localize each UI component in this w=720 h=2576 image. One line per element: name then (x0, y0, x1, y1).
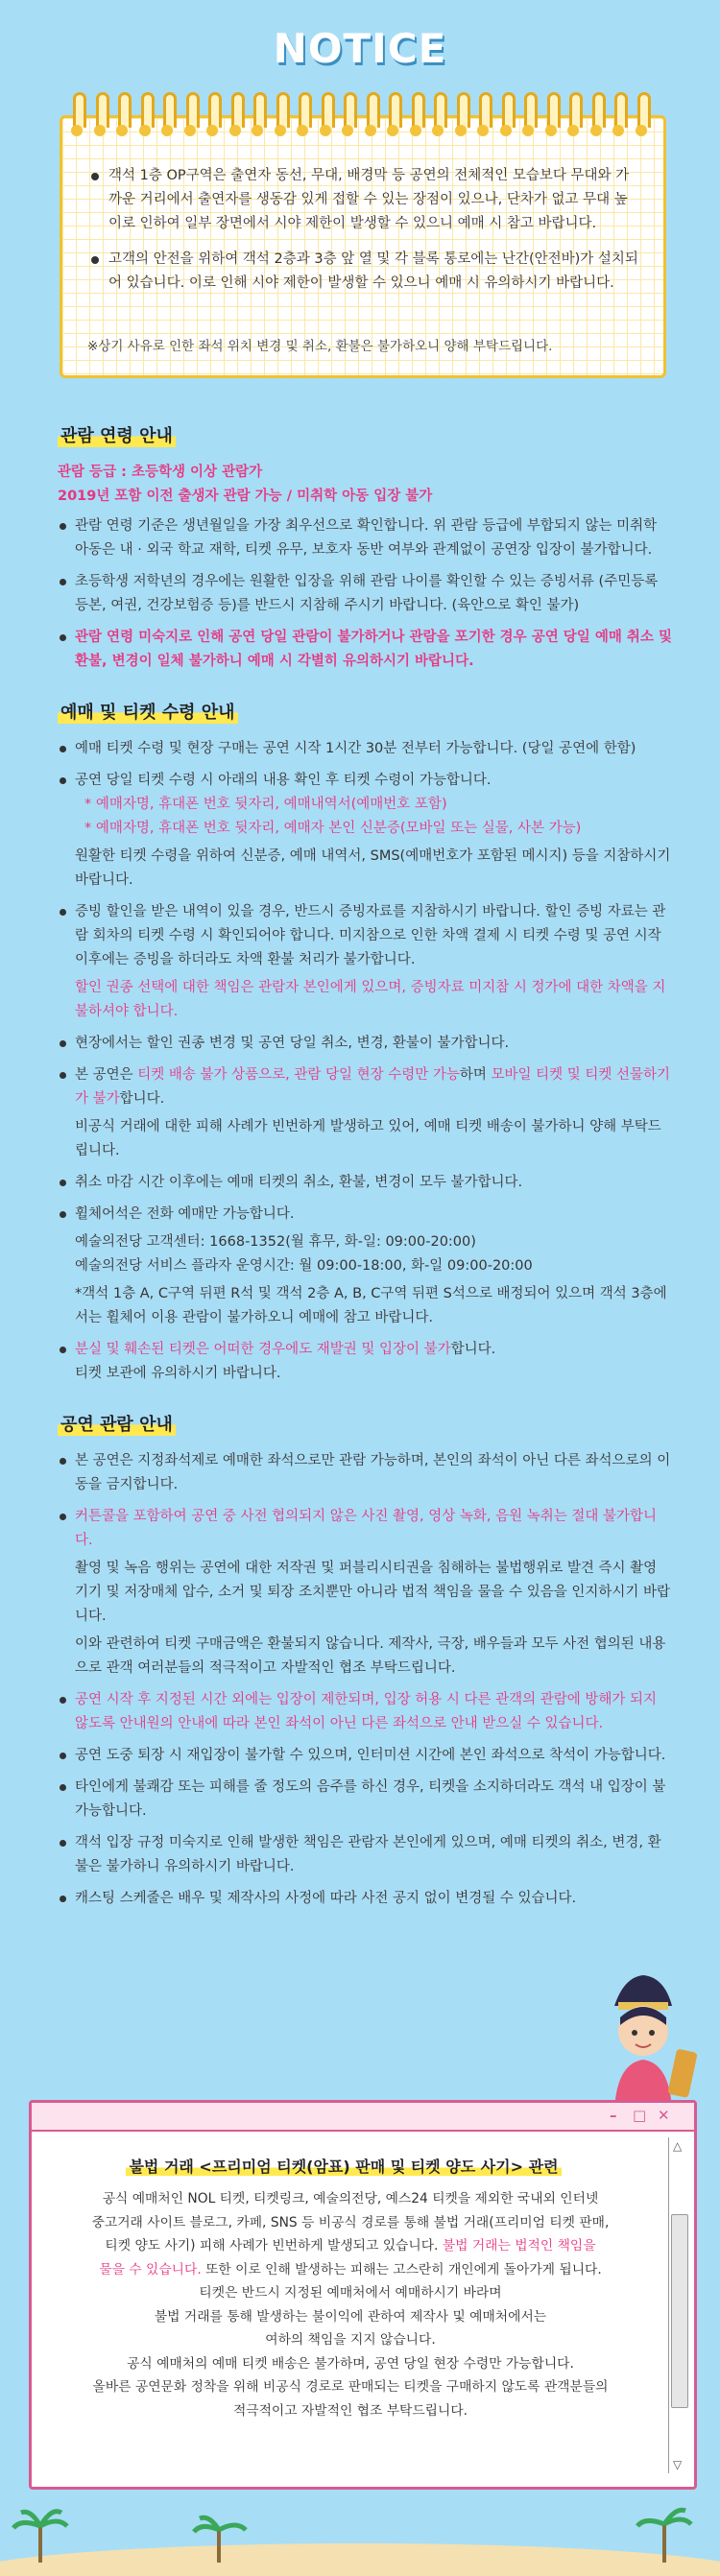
list-item-text: *객석 1층 A, C구역 뒤편 R석 및 객석 2층 A, B, C구역 뒤편 S석으로 배정되어 있으며 객석 3층에서는 휠체어 이용 관람이 불가하오니 예매에 참고 바랍니다. (75, 1286, 667, 1325)
palm-island-decoration (0, 2495, 720, 2576)
spiral-hole (477, 125, 489, 136)
popup-line: 불법 거래를 통해 발생하는 불이익에 관하여 제작사 및 예매처에서는 (154, 2308, 547, 2325)
list-item: 공연 시작 후 지정된 시간 외에는 입장이 제한되며, 입장 허용 시 다른 관객의 관람에 방해가 되지 않도록 안내원의 안내에 따라 본인 좌석이 아닌 다른 좌석으로 안내 받으실 수 있습니다. (58, 1688, 672, 1736)
popup-title-text: 불법 거래 <프리미엄 티켓(암표) 판매 및 티켓 양도 사기> 관련 (126, 2158, 561, 2176)
spiral-hole (432, 125, 444, 136)
popup-line: 티켓은 반드시 지정된 예매처에서 예매하시기 바라며 (199, 2285, 502, 2301)
spiral-ring (412, 92, 425, 128)
popup-scrollbar[interactable] (668, 2137, 688, 2473)
list-item-text: 예술의전당 고객센터: 1668-1352(월 휴무, 화-일: 09:00-20:00) (75, 1234, 476, 1250)
spiral-ring (434, 92, 447, 128)
list-item-text: 휠체어석은 전화 예매만 가능합니다. (75, 1206, 295, 1222)
list-item-text: 증빙 할인을 받은 내역이 있을 경우, 반드시 증빙자료를 지참하시기 바랍니다. 할인 증빙 자료는 관람 회차의 티켓 수령 시 확인되어야 합니다. 미지참으로 인한 차액 결제 시 티켓 수령 및 공연 시작 이후에는 증빙을 하더라도 차액 환불 처리가 불가합니다. (75, 904, 666, 967)
list-item: 공연 도중 퇴장 시 재입장이 불가할 수 있으며, 인터미션 시간에 본인 좌석으로 착석이 가능합니다. (58, 1744, 672, 1768)
spiral-ring (502, 92, 516, 128)
ticket-section-title: 예매 및 티켓 수령 안내 (58, 699, 238, 724)
list-item (58, 1505, 672, 1681)
spiral-hole (94, 125, 106, 136)
list-item-text: 합니다. (119, 1091, 165, 1107)
spiral-ring (118, 92, 132, 128)
spiral-ring (73, 92, 86, 128)
show-list (58, 1449, 672, 1911)
spiral-hole (567, 125, 579, 136)
notice-footnote: ※상기 사유로 인한 좌석 위치 변경 및 취소, 환불은 불가하오니 양해 부탁드립니다. (87, 339, 553, 354)
spiral-ring (208, 92, 222, 128)
show-section-title: 공연 관람 안내 (58, 1411, 176, 1436)
spiral-hole (206, 125, 218, 136)
spiral-ring (479, 92, 492, 128)
spiral-ring (186, 92, 200, 128)
popup-text: 티켓 양도 사기) 피해 사례가 빈번하게 발생되고 있습니다. (105, 2238, 443, 2254)
spiral-ring (569, 92, 583, 128)
age-grade-detail: 2019년 포함 이전 출생자 관람 가능 / 미취학 아동 입장 불가 (58, 489, 433, 504)
popup-line: 공식 예매처의 예매 티켓 배송은 불가하며, 공연 당일 현장 수령만 가능합니다. (127, 2355, 574, 2372)
list-item-option: * 예매자명, 휴대폰 번호 뒷자리, 예매내역서(예매번호 포함) (84, 797, 447, 812)
notice-notepad (60, 115, 666, 378)
main-content (58, 422, 672, 1936)
minimize-icon[interactable]: – (610, 2107, 617, 2124)
list-item-text: 본 공연은 (75, 1067, 138, 1083)
list-item: 관람 연령 기준은 생년월일을 가장 최우선으로 확인합니다. 위 관람 등급에 부합되지 않는 미취학 아동은 내 · 외국 학교 재학, 티켓 유무, 보호자 동반 여부와 관계없이 공연장 입장이 불가합니다. (58, 514, 672, 562)
mascot-illustration (576, 1968, 710, 2111)
popup-title (32, 2155, 656, 2177)
list-item-text: 촬영 및 녹음 행위는 공연에 대한 저작권 및 퍼블리시티권을 침해하는 불법행위로 발견 즉시 촬영 기기 및 저장매체 압수, 소거 및 퇴장 조치뿐만 아니라 법적 책임을 물을 수 있음을 인지하시기 바랍니다. (75, 1561, 671, 1624)
spiral-hole (365, 125, 376, 136)
list-item-option: * 예매자명, 휴대폰 번호 뒷자리, 예매자 본인 신분증(모바일 또는 실물, 사본 가능) (84, 821, 582, 836)
ticket-list (58, 737, 672, 1386)
close-icon[interactable]: ✕ (658, 2107, 670, 2124)
spiral-hole (275, 125, 286, 136)
notice-list (87, 164, 638, 307)
show-section (58, 1411, 672, 1911)
notice-item: 객석 1층 OP구역은 출연자 동선, 무대, 배경막 등 공연의 전체적인 모습보다 무대와 가까운 거리에서 출연자를 생동감 있게 접할 수 있는 장점이 있으나, 단차가 없고 무대 높이로 인하여 일부 장면에서 시야 제한이 발생할 수 있으니 예매 시 참고 바랍니다. (87, 164, 638, 236)
spiral-ring (614, 92, 628, 128)
spiral-ring (96, 92, 109, 128)
list-item: 객석 입장 규정 미숙지로 인해 발생한 책임은 관람자 본인에게 있으며, 예매 티켓의 취소, 변경, 환불은 불가하니 유의하시기 바랍니다. (58, 1831, 672, 1879)
spiral-hole (410, 125, 421, 136)
list-item-text: 티켓 보관에 유의하시기 바랍니다. (75, 1366, 281, 1381)
spiral-hole (342, 125, 353, 136)
list-item-highlight: 커튼콜을 포함하여 공연 중 사전 협의되지 않은 사진 촬영, 영상 녹화, 음원 녹취는 절대 불가합니다. (75, 1509, 658, 1548)
popup-line: 적극적이고 자발적인 협조 부탁드립니다. (232, 2402, 468, 2419)
popup-titlebar (32, 2103, 694, 2132)
spiral-ring (389, 92, 402, 128)
list-item-text: 이와 관련하여 티켓 구매금액은 환불되지 않습니다. 제작사, 극장, 배우들과 모두 사전 협의된 내용으로 관객 여러분들의 적극적이고 자발적인 협조 부탁드립니다. (75, 1636, 666, 1676)
spiral-hole (612, 125, 624, 136)
spiral-hole (161, 125, 173, 136)
list-item: 캐스팅 스케줄은 배우 및 제작사의 사정에 따라 사전 공지 없이 변경될 수 있습니다. (58, 1887, 672, 1911)
spiral-ring (253, 92, 267, 128)
spiral-ring (367, 92, 380, 128)
popup-highlight: 물을 수 있습니다. (99, 2261, 202, 2278)
spiral-ring (344, 92, 357, 128)
popup-highlight: 불법 거래는 법적인 책임을 (442, 2238, 596, 2254)
list-item: 초등학생 저학년의 경우에는 원활한 입장을 위해 관람 나이를 확인할 수 있는 증빙서류 (주민등록 등본, 여권, 건강보험증 등)를 반드시 지참해 주시기 바랍니다. (육안으로 확인 불가) (58, 570, 672, 618)
spiral-ring (163, 92, 177, 128)
list-item (58, 900, 672, 1024)
list-item-text: 하며 (459, 1067, 492, 1083)
spiral-hole (297, 125, 308, 136)
spiral-hole (252, 125, 263, 136)
spiral-hole (522, 125, 534, 136)
spiral-ring (141, 92, 155, 128)
scroll-up-icon[interactable]: △ (673, 2139, 683, 2153)
popup-line: 올바른 공연문화 정착을 위해 비공식 경로로 판매되는 티켓을 구매하지 않도록 관객분들의 (92, 2379, 609, 2395)
spiral-hole (229, 125, 241, 136)
spiral-ring (299, 92, 312, 128)
spiral-hole (545, 125, 557, 136)
age-list (58, 514, 672, 674)
spiral-ring (524, 92, 538, 128)
list-item: 현장에서는 할인 권종 변경 및 공연 당일 취소, 변경, 환불이 불가합니다. (58, 1032, 672, 1056)
popup-body (53, 2187, 648, 2422)
popup-line: 공식 예매처인 NOL 티켓, 티켓링크, 예술의전당, 예스24 티켓을 제외한 국내외 인터넷 (102, 2191, 599, 2206)
spiral-hole (500, 125, 512, 136)
spiral-hole (636, 125, 647, 136)
spiral-ring (457, 92, 470, 128)
spiral-ring (547, 92, 561, 128)
list-item: 예매 티켓 수령 및 현장 구매는 공연 시작 1시간 30분 전부터 가능합니다. (당일 공연에 한함) (58, 737, 672, 761)
age-section (58, 422, 672, 674)
list-item (58, 1063, 672, 1163)
spiral-ring (322, 92, 335, 128)
notice-title: NOTICE (273, 25, 447, 72)
spiral-hole (455, 125, 467, 136)
spiral-ring (592, 92, 606, 128)
popup-text: 또한 이로 인해 발생하는 피해는 고스란히 개인에게 돌아가게 됩니다. (201, 2261, 602, 2278)
list-item-text: 예술의전당 서비스 플라자 운영시간: 월 09:00-18:00, 화-일 09:00-20:00 (75, 1258, 533, 1274)
list-item (58, 1203, 672, 1330)
illegal-trade-popup (29, 2100, 697, 2490)
spiral-ring (231, 92, 245, 128)
list-item: 타인에게 불쾌감 또는 피해를 줄 정도의 음주를 하신 경우, 티켓을 소지하더라도 객석 내 입장이 불가능합니다. (58, 1776, 672, 1824)
list-item: 관람 연령 미숙지로 인해 공연 당일 관람이 불가하거나 관람을 포기한 경우 공연 당일 예매 취소 및 환불, 변경이 일체 불가하니 예매 시 각별히 유의하시기 바랍니다. (58, 626, 672, 674)
scroll-thumb[interactable] (671, 2214, 688, 2408)
spiral-hole (71, 125, 83, 136)
ticket-section (58, 699, 672, 1386)
spiral-ring (637, 92, 651, 128)
list-item-highlight: 분실 및 훼손된 티켓은 어떠한 경우에도 재발권 및 입장이 불가 (75, 1342, 451, 1357)
popup-line (53, 2234, 648, 2258)
popup-line: 중고거래 사이트 블로그, 카페, SNS 등 비공식 경로를 통해 불법 거래(프리미엄 티켓 판매, (91, 2214, 610, 2230)
spiral-hole (320, 125, 331, 136)
age-section-title: 관람 연령 안내 (58, 422, 176, 447)
list-item: 취소 마감 시간 이후에는 예매 티켓의 취소, 환불, 변경이 모두 불가합니다. (58, 1171, 672, 1195)
list-item (58, 769, 672, 893)
popup-line: 여하의 책임을 지지 않습니다. (265, 2332, 436, 2348)
scroll-down-icon[interactable]: ▽ (673, 2458, 683, 2471)
notice-item: 고객의 안전을 위하여 객석 2층과 3층 앞 열 및 각 블록 통로에는 난간(안전바)가 설치되어 있습니다. 이로 인해 시야 제한이 발생할 수 있으니 예매 시 유의하시기 바랍니다. (87, 248, 638, 296)
spiral-hole (590, 125, 602, 136)
notice-header (0, 0, 720, 96)
age-grade: 관람 등급 : 초등학생 이상 관람가 (58, 465, 263, 480)
list-item-text: 공연 당일 티켓 수령 시 아래의 내용 확인 후 티켓 수령이 가능합니다. (75, 773, 492, 788)
spiral-hole (184, 125, 196, 136)
spiral-ring (276, 92, 290, 128)
list-item-highlight: 모바일 티켓 및 티켓 선물하기가 불가 (75, 1067, 671, 1107)
spiral-hole (116, 125, 128, 136)
list-item (58, 1338, 672, 1386)
list-item-text: 비공식 거래에 대한 피해 사례가 빈번하게 발생하고 있어, 예매 티켓 배송이 불가하니 양해 부탁드립니다. (75, 1119, 661, 1158)
list-item-text: 합니다. (450, 1342, 496, 1357)
popup-line (53, 2258, 648, 2282)
spiral-hole (387, 125, 398, 136)
list-item: 본 공연은 지정좌석제로 예매한 좌석으로만 관람 가능하며, 본인의 좌석이 아닌 다른 좌석으로의 이동을 금지합니다. (58, 1449, 672, 1497)
notepad-spiral-rings (60, 92, 660, 140)
spiral-hole (139, 125, 151, 136)
maximize-icon[interactable]: □ (633, 2107, 647, 2124)
list-item-warning: 할인 권종 선택에 대한 책임은 관람자 본인에게 있으며, 증빙자료 미지참 시 정가에 대한 차액을 지불하셔야 합니다. (75, 980, 666, 1019)
list-item-text: 원활한 티켓 수령을 위하여 신분증, 예매 내역서, SMS(예매번호가 포함된 메시지) 등을 지참하시기 바랍니다. (75, 848, 671, 888)
list-item-highlight: 티켓 배송 불가 상품으로, 관람 당일 현장 수령만 가능 (137, 1067, 460, 1083)
